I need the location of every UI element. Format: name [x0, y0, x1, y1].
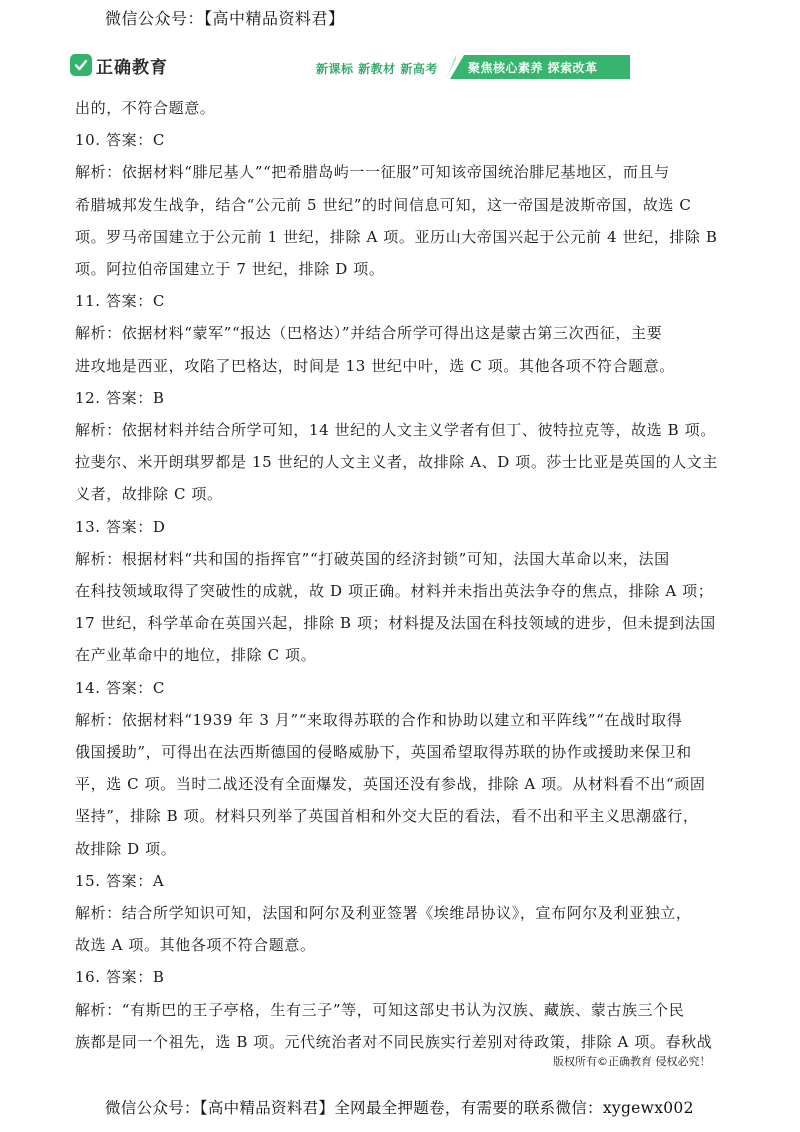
- copyright-notice: 版权所有©正确教育 侵权必究！: [553, 1055, 711, 1068]
- slogan-left: 新课标 新教材 新高考: [316, 62, 438, 76]
- text-line: 希腊城邦发生战争，结合“公元前 5 世纪”的时间信息可知，这一帝国是波斯帝国，故选 C: [75, 195, 692, 214]
- answer-line: 15. 答案：A: [75, 871, 165, 890]
- text-line: 进攻地是西亚，攻陷了巴格达，时间是 13 世纪中叶，选 C 项。其他各项不符合题意。: [75, 356, 675, 375]
- text-line: 项。阿拉伯帝国建立于 7 世纪，排除 D 项。: [75, 260, 385, 279]
- answer-line: 10. 答案：C: [75, 131, 165, 150]
- text-line: 故选 A 项。其他各项不符合题意。: [75, 936, 316, 955]
- brand-header: [70, 50, 730, 84]
- text-line: 在科技领域取得了突破性的成就，故 D 项正确。材料并未指出英法争夺的焦点，排除 A 项；: [75, 582, 714, 601]
- answer-line: 16. 答案：B: [75, 968, 165, 987]
- checkmark-icon: [70, 54, 92, 76]
- text-line: 17 世纪，科学革命在英国兴起，排除 B 项；材料提及法国在科技领域的进步，但未提到法国: [75, 614, 716, 633]
- text-line: 解析：根据材料“共和国的指挥官”“打破英国的经济封锁”可知，法国大革命以来，法国: [75, 549, 670, 568]
- brand-name: 正确教育: [96, 57, 168, 78]
- text-line: 坚持”，排除 B 项。材料只列举了英国首相和外交大臣的看法，看不出和平主义思潮盛行，: [75, 807, 699, 826]
- text-line: 拉斐尔、米开朗琪罗都是 15 世纪的人文主义者，故排除 A、D 项。莎士比亚是英国的人文主: [75, 453, 719, 472]
- text-line: 平，选 C 项。当时二战还没有全面爆发，英国还没有参战，排除 A 项。从材料看不出“顽固: [75, 775, 706, 794]
- text-line: 族都是同一个祖先，选 B 项。元代统治者对不同民族实行差别对待政策，排除 A 项。春秋战: [75, 1032, 713, 1051]
- text-line: 俄国援助”，可得出在法西斯德国的侵略威胁下，英国希望取得苏联的协作或援助来保卫和: [75, 743, 692, 762]
- header-banner: 微信公众号：【高中精品资料君】: [105, 9, 345, 28]
- text-line: 在产业革命中的地位，排除 C 项。: [75, 646, 317, 665]
- answer-line: 13. 答案：D: [75, 517, 166, 536]
- text-line: 解析：结合所学知识可知，法国和阿尔及利亚签署《埃维昂协议》，宣布阿尔及利亚独立，: [75, 904, 692, 923]
- text-line: 项。罗马帝国建立于公元前 1 世纪，排除 A 项。亚历山大帝国兴起于公元前 4 世纪，排除 B: [75, 227, 718, 246]
- text-line: 解析：依据材料“1939 年 3 月”“来取得苏联的合作和协助以建立和平阵线”“在战时取得: [75, 710, 683, 729]
- answer-line: 14. 答案：C: [75, 678, 165, 697]
- answer-line: 12. 答案：B: [75, 388, 165, 407]
- text-line: 解析：依据材料“蒙军”“报达（巴格达）”并结合所学可得出这是蒙古第三次西征，主要: [75, 324, 663, 343]
- answer-content: [75, 92, 725, 1058]
- brand-logo: [70, 50, 168, 80]
- text-line: 义者，故排除 C 项。: [75, 485, 223, 504]
- text-line: 解析：依据材料“腓尼基人”“把希腊岛屿一一征服”可知该帝国统治腓尼基地区，而且与: [75, 163, 670, 182]
- text-line: 出的，不符合题意。: [75, 99, 216, 117]
- answer-line: 11. 答案：C: [75, 292, 165, 311]
- text-line: 解析：依据材料并结合所学可知，14 世纪的人文主义学者有但丁、彼特拉克等，故选 B 项。: [75, 421, 716, 440]
- slogan-right: 聚焦核心素养 探索改革: [468, 61, 598, 75]
- footer-banner: 微信公众号：【高中精品资料君】全网最全押题卷，有需要的联系微信：xygewx002: [105, 1099, 694, 1117]
- text-line: 故排除 D 项。: [75, 839, 177, 858]
- text-line: 解析：“有斯巴的王子亭格，生有三子”等，可知这部史书认为汉族、藏族、蒙古族三个民: [75, 1000, 685, 1019]
